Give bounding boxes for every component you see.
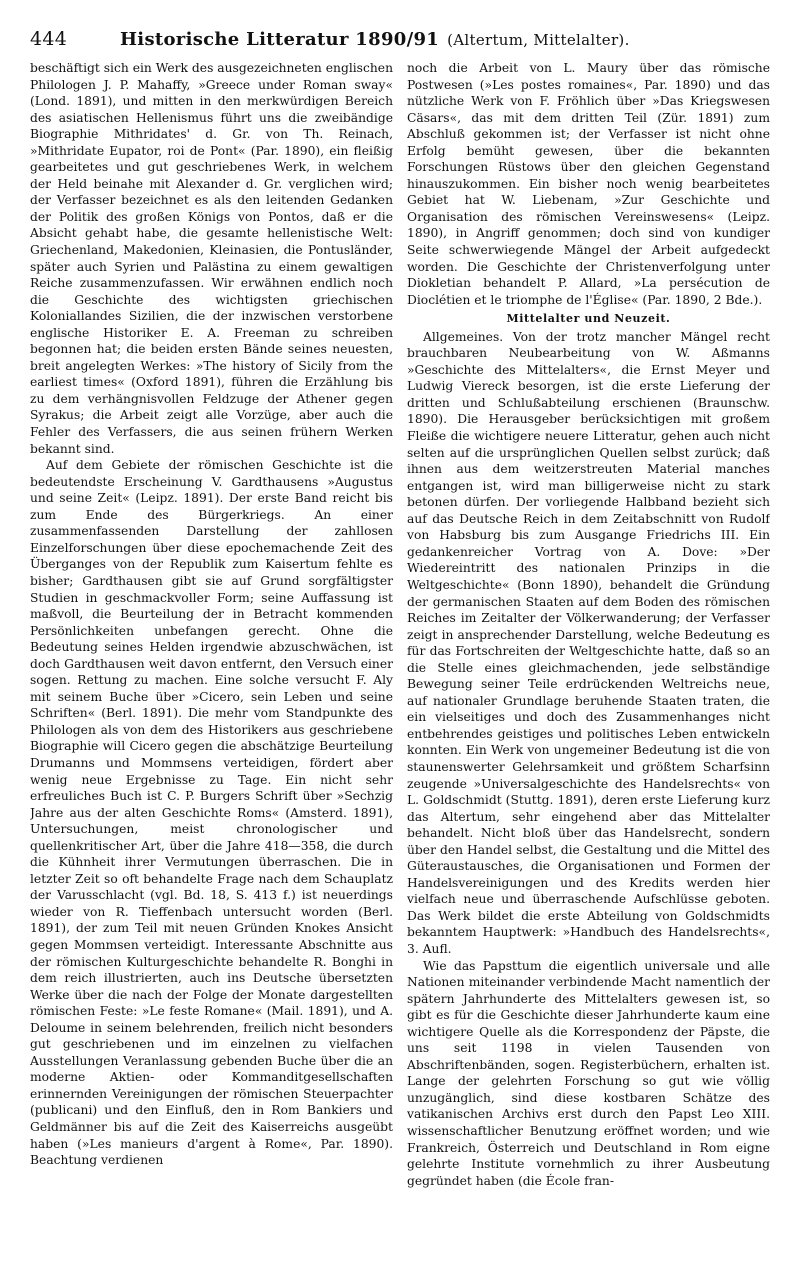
running-title: Historische Litteratur 1890/91: [120, 29, 440, 50]
paragraph: Wie das Papsttum die eigentlich universale und alle Nationen miteinander verbindende Macht namentlich der spätern Jahrhunderte des Mittelalters gewesen ist, so gibt es für die Geschichte dieser Jahrhunderte kaum eine wichtigere Quelle als die Korrespondenz der Päpste, die uns seit 1198 in vielen Tausenden von Abschriftenbänden, sogen. Registerbüchern, erhalten ist. Lange der gelehrten Forschung so gut wie völlig unzugänglich, sind diese kostbaren Schätze des vatikanischen Archivs erst durch den Papst Leo XIII. wissenschaftlicher Benutzung eröffnet worden; und wie Frankreich, Österreich und Deutschland in Rom eigne gelehrte Institute vornehmlich zu ihrer Ausbeutung gegründet haben (die École fran-: [407, 958, 770, 1188]
paragraph: Auf dem Gebiete der römischen Geschichte ist die bedeutendste Erscheinung V. Gardthausens »Augustus und seine Zeit« (Leipz. 1891). Der erste Band reicht bis zum Ende des Bürgerkriegs. An einer zusammenfassenden Darstellung der zahllosen Einzelforschungen über diese epochemachende Zeit des Überganges von der Republik zum Kaisertum fehlte es bisher; Gardthausen gibt sie auf Grund sorgfältigster Studien in geschmackvoller Form; seine Auffassung ist maßvoll, die Beurteilung der in Betracht kommenden Persönlichkeiten unbefangen gerecht. Ohne die Bedeutung seines Helden irgendwie abzuschwächen, ist doch Gardthausen weit davon entfernt, den Versuch einer sogen. Rettung zu machen. Eine solche versucht F. Aly mit seinem Buche über »Cicero, sein Leben und seine Schriften« (Berl. 1891). Die mehr vom Standpunkte des Philologen als von dem des Historikers aus geschriebene Biographie will Cicero gegen die abschätzige Beurteilung Drumanns und Mommsens verteidigen, fördert aber wenig neue Ergebnisse zu Tage. Ein nicht sehr erfreuliches Buch ist C. P. Burgers Schrift über »Sechzig Jahre aus der alten Geschichte Roms« (Amsterd. 1891), Untersuchungen, meist chronologischer und quellenkritischer Art, über die Jahre 418—358, die durch die Kühnheit ihrer Vermutungen überraschen. Die in letzter Zeit so oft behandelte Frage nach dem Schauplatz der Varusschlacht (vgl. Bd. 18, S. 413 f.) ist neuerdings wieder von R. Tieffenbach untersucht worden (Berl. 1891), der zum Teil mit neuen Gründen Knokes Ansicht gegen Mommsen verteidigt. Interessante Abschnitte aus der römischen Kulturgeschichte behandelte R. Bonghi in dem reich illustrierten, auch ins Deutsche übersetzten Werke über die nach der Folge der Monate dargestellten römischen Feste: »Le feste Romane« (Mail. 1891), und A. Deloume in seinem belehrenden, freilich nicht besonders gut geschriebenen und im einzelnen zu vielfachen Ausstellungen Veranlassung gebenden Buche über die an moderne Aktien- oder Kommanditgesellschaften erinnernden Vereinigungen der römischen Steuerpachter (publicani) und den Einfluß, den in Rom Bankiers und Geldmänner bis auf die Zeit des Kaiserreichs ausgeübt haben (»Les manieurs d'argent à Rome«, Par. 1890). Beachtung verdienen: [30, 458, 393, 1168]
paragraph: noch die Arbeit von L. Maury über das römische Postwesen (»Les postes romaines«, Par. 1890) und das nützliche Werk von F. Fröhlich über »Das Kriegswesen Cäsars«, das mit dem dritten Teil (Zür. 1891) zum Abschluß gekommen ist; der Verfasser ist nicht ohne Erfolg bemüht gewesen, über die bekannten Forschungen Rüstows über den gleichen Gegenstand hinauszukommen. Ein bisher noch wenig bearbeitetes Gebiet hat W. Liebenam, »Zur Geschichte und Organisation des römischen Vereinswesens« (Leipz. 1890), in Angriff genommen; doch sind von kundiger Seite schwerwiegende Mängel der Arbeit aufgedeckt worden. Die Geschichte der Christenverfolgung unter Diokletian behandelt P. Allard, »La persécution de Dioclétien et le triomphe de l'Église« (Par. 1890, 2 Bde.).: [407, 61, 770, 307]
page-number: 444: [30, 28, 68, 50]
paragraph: Allgemeines. Von der trotz mancher Mängel recht brauchbaren Neubearbeitung von W. Aßmanns »Geschichte des Mittelalters«, die Ernst Meyer und Ludwig Viereck besorgen, ist die erste Lieferung der dritten und Schlußabteilung erschienen (Braunschw. 1890). Die Herausgeber berücksichtigen mit großem Fleiße die wichtigere neuere Litteratur, gehen auch nicht selten auf die ursprünglichen Quellen selbst zurück; daß ihnen aus dem weitzerstreuten Material manches entgangen ist, wird man billigerweise nicht zu stark betonen dürfen. Der vorliegende Halbband bezieht sich auf das Deutsche Reich in dem Zeitabschnitt von Rudolf von Habsburg bis zum Ausgange Friedrichs III. Ein gedankenreicher Vortrag von A. Dove: »Der Wiedereintritt des nationalen Prinzips in die Weltgeschichte« (Bonn 1890), behandelt die Gründung der germanischen Staaten auf dem Boden des römischen Reiches im Zeitalter der Völkerwanderung; der Verfasser zeigt in ansprechender Darstellung, welche Bedeutung es für das Fortschreiten der Weltgeschichte hatte, daß so an die Stelle eines gleichmachenden, jede selbständige Bewegung seiner Teile erdrückenden Weltreichs neue, auf nationaler Grundlage beruhende Staaten traten, die ein vielseitiges und doch des Zusammenhanges nicht entbehrendes geistiges und politisches Leben entwickeln konnten. Ein Werk von ungemeiner Bedeutung ist die von staunenswerter Gelehrsamkeit und größtem Scharfsinn zeugende »Universalgeschichte des Handelsrechts« von L. Goldschmidt (Stuttg. 1891), deren erste Lieferung kurz das Altertum, sehr eingehend aber das Mittelalter behandelt. Nicht bloß über das Handelsrecht, sondern über den Handel selbst, die Gestaltung und die Mittel des Güteraustausches, die Organisationen und Formen der Handelsvereinigungen und des Kredits werden hier vielfach neue und überraschende Aufschlüsse geboten. Das Werk bildet die erste Abteilung von Goldschmidts bekanntem Hauptwerk: »Handbuch des Handelsrechts«, 3. Aufl.: [407, 329, 770, 956]
running-head: [30, 28, 770, 52]
paragraph: beschäftigt sich ein Werk des ausgezeichneten englischen Philologen J. P. Mahaffy, »Greece under Roman sway« (Lond. 1891), und mitten in den merkwürdigen Bereich des asiatischen Hellenismus führt uns die zweibändige Biographie Mithridates' d. Gr. von Th. Reinach, »Mithridate Eupator, roi de Pont« (Par. 1890), ein fleißig gearbeitetes und gut geschriebenes Werk, in welchem der Held beinahe mit Alexander d. Gr. verglichen wird; der Verfasser bezeichnet es als den leitenden Gedanken der Politik des großen Königs von Pontos, daß er die Absicht gehabt habe, die gesamte hellenistische Welt: Griechenland, Makedonien, Kleinasien, die Pontusländer, später auch Syrien und Palästina zu einem gewaltigen Reiche zusammenzufassen. Wir erwähnen endlich noch die Geschichte des wichtigsten griechischen Koloniallandes Sizilien, die der inzwischen verstorbene englische Historiker E. A. Freeman zu schreiben begonnen hat; die beiden ersten Bände seines neuesten, breit angelegten Werkes: »The history of Sicily from the earliest times« (Oxford 1891), führen die Erzählung bis zu dem verhängnisvollen Feldzuge der Athener gegen Syrakus; die Arbeit zeigt alle Vorzüge, aber auch die Fehler des Verfassers, die aus seinen frühern Werken bekannt sind.: [30, 61, 393, 456]
running-subtitle: (Altertum, Mittelalter).: [447, 31, 630, 49]
section-heading: Mittelalter und Neuzeit.: [506, 312, 671, 326]
text-columns: [30, 60, 770, 1270]
left-column: [30, 60, 393, 1270]
right-column: [407, 60, 770, 1270]
